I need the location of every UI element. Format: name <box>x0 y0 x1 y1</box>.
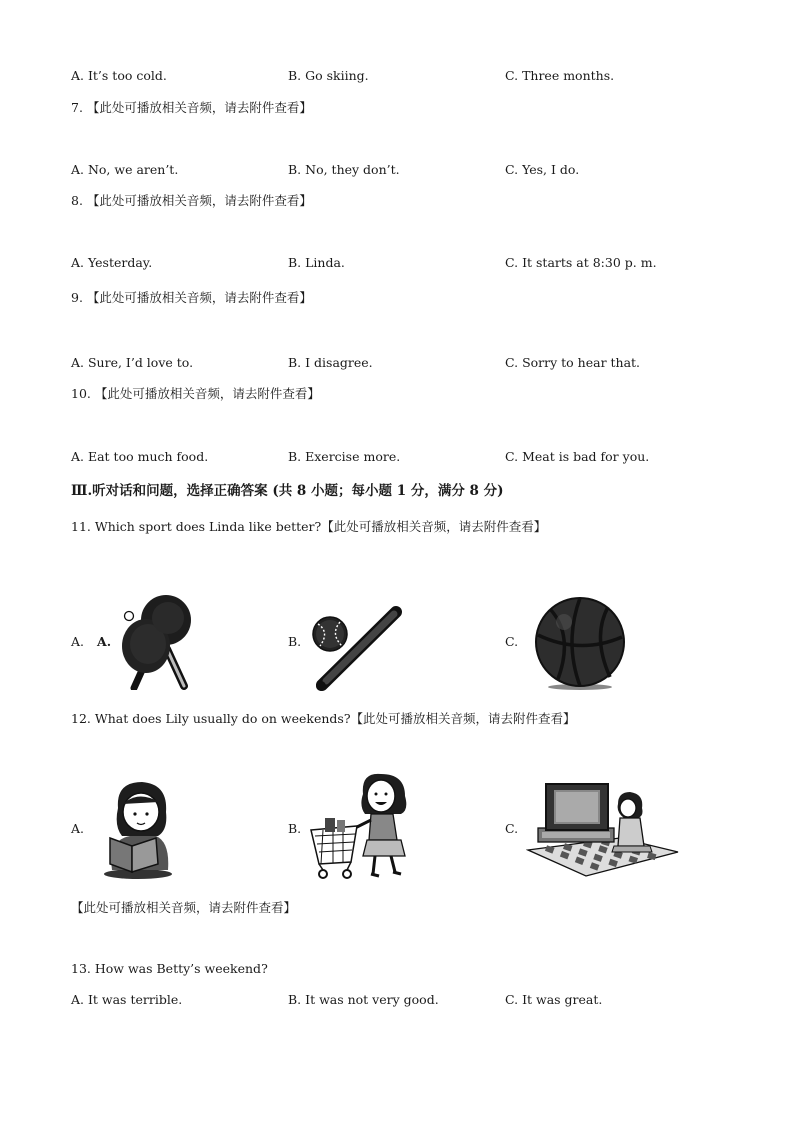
ping-pong-paddles-icon <box>118 594 198 690</box>
q7-option-a: A. No, we aren’t. <box>71 162 179 177</box>
q7-option-c: C. Yes, I do. <box>505 162 580 177</box>
q6-option-a: A. It’s too cold. <box>71 68 167 83</box>
q11-prompt: 11. Which sport does Linda like better?【此处可播放相关音频，请去附件查看】 <box>71 519 547 534</box>
q10-option-a: A. Eat too much food. <box>71 449 209 464</box>
q9-prompt: 9. 【此处可播放相关音频，请去附件查看】 <box>71 290 312 305</box>
audio-note: 【此处可播放相关音频，请去附件查看】 <box>71 900 297 915</box>
q10-option-b: B. Exercise more. <box>288 449 401 464</box>
q9-option-b: B. I disagree. <box>288 355 373 370</box>
girl-watching-tv-icon <box>526 780 680 880</box>
baseball-bat-icon <box>310 602 406 692</box>
q10-option-c: C. Meat is bad for you. <box>505 449 650 464</box>
q11-letter-a-repeat: A. <box>97 634 112 649</box>
q13-option-c: C. It was great. <box>505 992 603 1007</box>
section-heading: Ⅲ.听对话和问题，选择正确答案 (共 8 小题；每小题 1 分，满分 8 分) <box>71 483 504 499</box>
q9-option-c: C. Sorry to hear that. <box>505 355 641 370</box>
q11-letter-c: C. <box>505 634 519 649</box>
q8-option-b: B. Linda. <box>288 255 345 270</box>
q13-option-a: A. It was terrible. <box>71 992 183 1007</box>
q6-option-c: C. Three months. <box>505 68 615 83</box>
girl-reading-icon <box>98 778 176 880</box>
q12-letter-b: B. <box>288 821 302 836</box>
q6-option-b: B. Go skiing. <box>288 68 369 83</box>
girl-shopping-cart-icon <box>305 770 413 882</box>
q13-prompt: 13. How was Betty’s weekend? <box>71 961 268 976</box>
q7-option-b: B. No, they don’t. <box>288 162 400 177</box>
q9-option-a: A. Sure, I’d love to. <box>71 355 194 370</box>
q11-letter-a: A. <box>71 634 85 649</box>
q8-option-c: C. It starts at 8:30 p. m. <box>505 255 657 270</box>
q10-prompt: 10. 【此处可播放相关音频，请去附件查看】 <box>71 386 320 401</box>
q11-letter-b: B. <box>288 634 302 649</box>
q12-letter-c: C. <box>505 821 519 836</box>
q8-prompt: 8. 【此处可播放相关音频，请去附件查看】 <box>71 193 312 208</box>
basketball-icon <box>534 597 626 691</box>
q7-prompt: 7. 【此处可播放相关音频，请去附件查看】 <box>71 100 312 115</box>
q13-option-b: B. It was not very good. <box>288 992 439 1007</box>
q12-prompt: 12. What does Lily usually do on weekends?【此处可播放相关音频，请去附件查看】 <box>71 711 576 726</box>
q8-option-a: A. Yesterday. <box>71 255 153 270</box>
q12-letter-a: A. <box>71 821 85 836</box>
